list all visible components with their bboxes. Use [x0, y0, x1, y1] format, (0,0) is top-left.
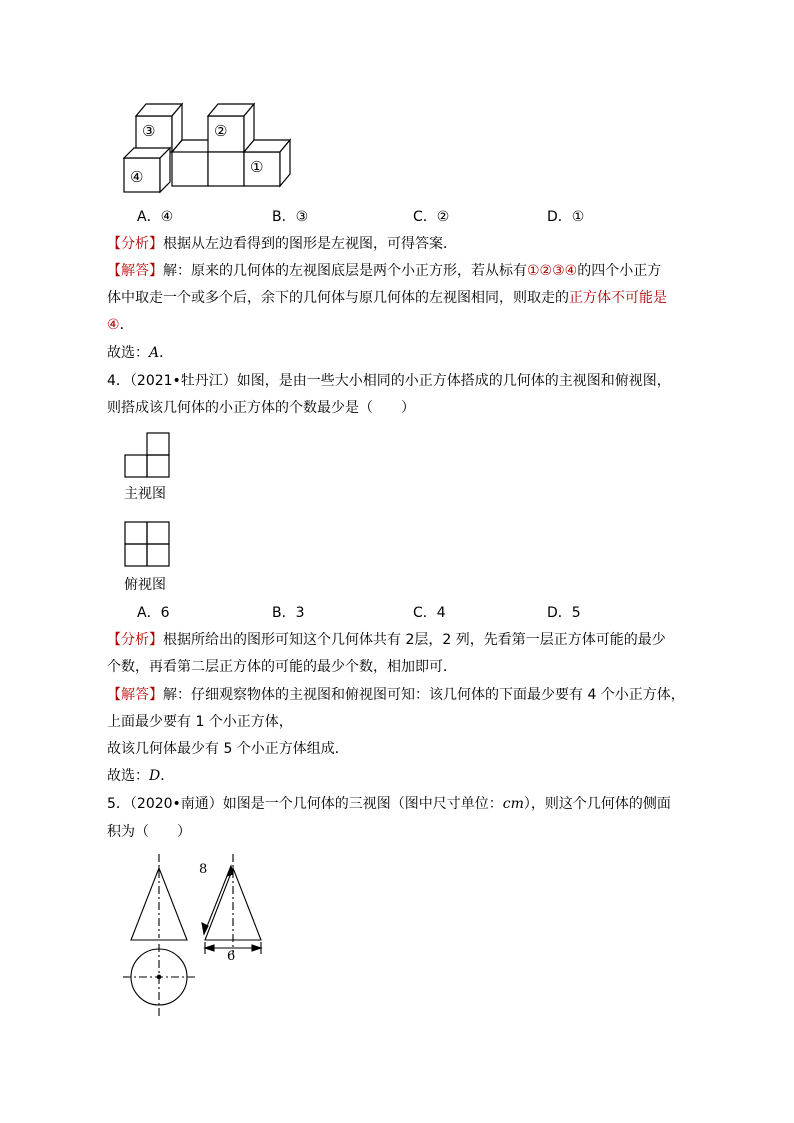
q4-solution-line-2: 上面最少要有 1 个小正方体， [107, 714, 293, 730]
three-view-figure [118, 850, 278, 1022]
q3-solution-line-1: 【解答】解：原来的几何体的左视图底层是两个小正方形，若从标有①②③④的四个小正方 [107, 263, 662, 279]
q3-solution-line-3: ④． [107, 317, 134, 333]
cube-label-1: ① [250, 158, 264, 176]
q4-option-d: D．5 [547, 605, 581, 621]
q3-analysis: 【分析】根据从左边看得到的图形是左视图，可得答案． [107, 236, 457, 252]
q3-option-b: B．③ [272, 209, 309, 225]
q4-analysis-line-1: 【分析】根据所给出的图形可知这个几何体共有 2层，2 列，先看第一层正方体可能的最少 [107, 632, 666, 648]
q3-solution-line-2: 体中取走一个或多个后，余下的几何体与原几何体的左视图相同，则取走的正方体不可能是 [107, 290, 667, 306]
q4-option-c: C．4 [413, 605, 446, 621]
q5-stem-line-1: 5．（2020•南通）如图是一个几何体的三视图（图中尺寸单位：cm），则这个几何体的侧面 [107, 796, 671, 812]
q5-stem-line-2: 积为（ ） [107, 824, 191, 840]
q3-option-d: D．① [547, 209, 585, 225]
q4-option-a: A．6 [137, 605, 170, 621]
cube-label-4: ④ [130, 168, 144, 186]
cube-label-2: ② [214, 122, 228, 140]
q4-stem-line-2: 则搭成该几何体的小正方体的个数最少是（ ） [107, 400, 415, 416]
front-view-label: 主视图 [124, 486, 166, 502]
q3-option-c: C．② [413, 209, 450, 225]
q4-analysis-line-2: 个数，再看第二层正方体的可能的最少个数，相加即可． [107, 659, 457, 675]
front-view-figure [124, 431, 172, 481]
q4-solution-line-3: 故该几何体最少有 5 个小正方体组成． [107, 741, 349, 757]
q4-option-b: B．3 [272, 605, 305, 621]
top-view-label: 俯视图 [124, 577, 166, 593]
cube-label-3: ③ [142, 122, 156, 140]
top-view-figure [124, 520, 172, 570]
q4-stem-line-1: 4．（2021•牡丹江）如图，是由一些大小相同的小正方体搭成的几何体的主视图和俯视图， [107, 373, 671, 389]
cube-figure [118, 96, 298, 196]
slant-height-label: 8 [199, 862, 208, 877]
q3-answer: 故选：A． [107, 345, 174, 361]
q4-answer: 故选：D． [107, 768, 175, 784]
q4-solution-line-1: 【解答】解：仔细观察物体的主视图和俯视图可知：该几何体的下面最少要有 4 个小正方体， [107, 687, 685, 703]
q3-option-a: A．④ [137, 209, 174, 225]
base-width-label: 6 [227, 949, 236, 964]
